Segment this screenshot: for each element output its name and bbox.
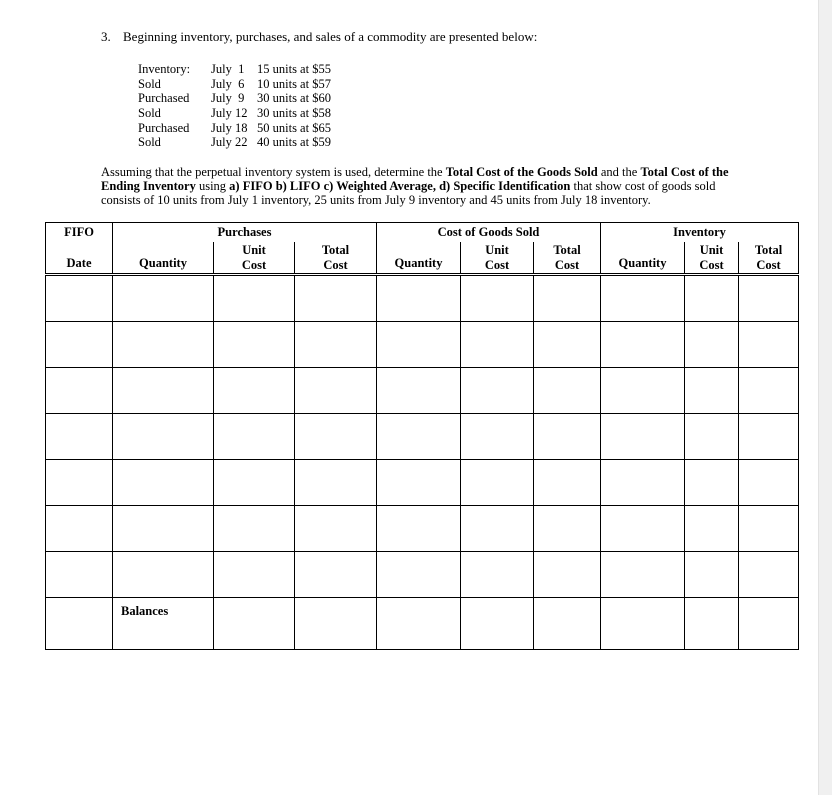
table-cell[interactable] (214, 368, 295, 414)
total-text: Total (754, 242, 783, 257)
transaction-detail: 50 units at $65 (257, 120, 331, 135)
transaction-date: July 22 (211, 135, 248, 150)
cogs-total-cost-header (534, 242, 601, 274)
instructions-bold: Total Cost of the Goods Sold (445, 165, 598, 179)
table-cell[interactable] (461, 368, 534, 414)
date-header (46, 242, 113, 274)
cost-text: Cost (554, 257, 580, 272)
table-cell[interactable] (113, 322, 214, 368)
instructions-text: using (195, 179, 230, 193)
transaction-date: July 18 (211, 120, 248, 135)
header-row-2 (46, 242, 799, 274)
table-cell[interactable] (214, 414, 295, 460)
inventory-unit-cost-header (685, 242, 739, 274)
instructions-line-1 (101, 165, 791, 179)
table-cell[interactable] (461, 276, 534, 322)
page-edge (818, 0, 832, 795)
table-cell[interactable] (46, 598, 113, 650)
quantity-text: Quantity (139, 256, 187, 270)
transaction-date: July 6 (211, 76, 245, 91)
transaction-row (138, 106, 331, 121)
table-cell[interactable] (295, 322, 377, 368)
total-text: Total (553, 242, 581, 257)
table-cell[interactable] (739, 552, 799, 598)
transaction-label: Inventory: (138, 62, 191, 76)
transaction-detail: 10 units at $57 (257, 76, 331, 91)
transaction-date: July 9 (211, 91, 245, 106)
table-cell[interactable] (685, 506, 739, 552)
table-cell[interactable] (377, 460, 461, 506)
transaction-label: Sold (138, 135, 161, 150)
table-cell[interactable] (377, 276, 461, 322)
question-heading (101, 29, 537, 44)
table-cell[interactable] (377, 368, 461, 414)
table-row (46, 414, 799, 460)
table-cell[interactable] (214, 506, 295, 552)
table-cell[interactable] (601, 368, 685, 414)
table-cell[interactable] (601, 552, 685, 598)
table-cell[interactable] (739, 414, 799, 460)
table-cell[interactable] (534, 414, 601, 460)
table-cell[interactable] (46, 368, 113, 414)
table-cell[interactable] (461, 460, 534, 506)
table-cell[interactable] (214, 552, 295, 598)
table-cell[interactable] (739, 598, 799, 650)
table-cell[interactable] (534, 506, 601, 552)
table-cell[interactable] (739, 276, 799, 322)
purchases-total-cost-header (295, 242, 377, 274)
table-cell[interactable] (685, 552, 739, 598)
instructions-bold: Ending Inventory (101, 179, 196, 193)
table-cell[interactable] (377, 506, 461, 552)
table-cell[interactable] (461, 322, 534, 368)
instructions-line-3: consists of 10 units from July 1 inventory, 25 units from July 9 inventory and 45 units from July 18 inventory. (101, 193, 651, 207)
transaction-label: Purchased (138, 120, 190, 135)
table-row (46, 460, 799, 506)
inventory-total-cost-header (739, 242, 799, 274)
table-cell[interactable] (461, 414, 534, 460)
cost-text: Cost (756, 257, 781, 272)
table-cell[interactable] (214, 598, 295, 650)
table-cell[interactable] (46, 322, 113, 368)
table-cell[interactable] (601, 460, 685, 506)
purchases-header: Purchases (113, 223, 377, 243)
table-cell[interactable] (685, 368, 739, 414)
table-cell[interactable] (739, 506, 799, 552)
method-label: FIFO (46, 223, 113, 243)
transaction-label: Sold (138, 76, 161, 91)
cost-text: Cost (323, 257, 348, 272)
table-cell[interactable] (295, 368, 377, 414)
table-cell[interactable] (295, 552, 377, 598)
cogs-header: Cost of Goods Sold (377, 223, 601, 243)
table-cell[interactable] (534, 276, 601, 322)
table-cell[interactable] (46, 506, 113, 552)
unit-text: Unit (242, 242, 266, 257)
table-cell[interactable] (534, 598, 601, 650)
table-cell[interactable] (295, 598, 377, 650)
table-cell[interactable] (46, 414, 113, 460)
balances-label: Balances (113, 598, 214, 650)
question-text: Beginning inventory, purchases, and sales of a commodity are presented below: (123, 29, 538, 44)
table-cell[interactable] (685, 598, 739, 650)
transaction-row (138, 135, 331, 150)
instructions-paragraph (101, 165, 791, 207)
table-cell[interactable] (295, 414, 377, 460)
table-cell[interactable] (113, 460, 214, 506)
table-cell[interactable] (377, 322, 461, 368)
transaction-row (138, 62, 331, 77)
unit-text: Unit (699, 242, 724, 257)
table-cell[interactable] (739, 368, 799, 414)
table-cell[interactable] (46, 552, 113, 598)
inventory-quantity-header (601, 242, 685, 274)
table-cell[interactable] (534, 322, 601, 368)
transaction-detail: 30 units at $58 (257, 106, 331, 121)
table-cell[interactable] (113, 414, 214, 460)
table-cell[interactable] (113, 552, 214, 598)
instructions-text: and the (597, 165, 641, 179)
table-cell[interactable] (534, 368, 601, 414)
table-cell[interactable] (601, 598, 685, 650)
table-row (46, 276, 799, 322)
cost-text: Cost (699, 257, 724, 272)
transaction-date: July 1 (211, 62, 245, 76)
table-cell[interactable] (377, 598, 461, 650)
inventory-header: Inventory (601, 223, 799, 243)
transaction-label: Sold (138, 106, 161, 121)
transaction-detail: 30 units at $60 (257, 91, 331, 106)
table-cell[interactable] (534, 552, 601, 598)
purchases-unit-cost-header (214, 242, 295, 274)
instructions-bold: Total Cost of the (640, 165, 729, 179)
table-cell[interactable] (685, 322, 739, 368)
cost-text: Cost (241, 257, 267, 272)
table-cell[interactable] (601, 506, 685, 552)
transaction-row (138, 77, 331, 92)
instructions-bold: a) FIFO b) LIFO c) Weighted Average, d) Specific Identification (229, 179, 571, 193)
transaction-label: Purchased (138, 91, 190, 106)
table-cell[interactable] (295, 276, 377, 322)
quantity-text: Quantity (394, 256, 443, 270)
table-row (46, 506, 799, 552)
table-cell[interactable] (601, 322, 685, 368)
table-row (46, 552, 799, 598)
transaction-date: July 12 (211, 106, 248, 121)
table-cell[interactable] (214, 276, 295, 322)
date-header-text: Date (66, 256, 92, 270)
transaction-list (138, 62, 331, 150)
table-cell[interactable] (295, 460, 377, 506)
quantity-text: Quantity (618, 256, 667, 270)
table-cell[interactable] (685, 460, 739, 506)
table-cell[interactable] (685, 414, 739, 460)
table-cell[interactable] (601, 276, 685, 322)
instructions-text: Assuming that the perpetual inventory system is used, determine the (101, 165, 446, 179)
table-row (46, 322, 799, 368)
purchases-quantity-header (113, 242, 214, 274)
table-cell[interactable] (295, 506, 377, 552)
transaction-row (138, 121, 331, 136)
question-number: 3. (101, 29, 111, 44)
table-cell[interactable] (461, 552, 534, 598)
cogs-unit-cost-header (461, 242, 534, 274)
table-cell[interactable] (739, 322, 799, 368)
table-cell[interactable] (601, 414, 685, 460)
table-cell[interactable] (739, 460, 799, 506)
transaction-detail: 15 units at $55 (257, 62, 331, 76)
transaction-row (138, 91, 331, 106)
table-cell[interactable] (377, 414, 461, 460)
table-cell[interactable] (461, 506, 534, 552)
table-cell[interactable] (214, 460, 295, 506)
cogs-quantity-header (377, 242, 461, 274)
cost-text: Cost (484, 257, 510, 272)
table-row (46, 368, 799, 414)
instructions-text: that show cost of goods sold (570, 179, 716, 193)
table-cell[interactable] (46, 460, 113, 506)
transaction-detail: 40 units at $59 (257, 135, 331, 150)
total-text: Total (321, 242, 350, 257)
table-cell[interactable] (46, 276, 113, 322)
balances-row (46, 598, 799, 650)
table-cell[interactable] (113, 276, 214, 322)
table-cell[interactable] (377, 552, 461, 598)
table-cell[interactable] (685, 276, 739, 322)
unit-text: Unit (485, 242, 509, 257)
table-cell[interactable] (113, 368, 214, 414)
fifo-ledger-table (45, 222, 799, 650)
header-row-1 (46, 223, 799, 243)
instructions-line-2 (101, 179, 791, 193)
table-cell[interactable] (214, 322, 295, 368)
table-cell[interactable] (113, 506, 214, 552)
table-cell[interactable] (461, 598, 534, 650)
table-cell[interactable] (534, 460, 601, 506)
